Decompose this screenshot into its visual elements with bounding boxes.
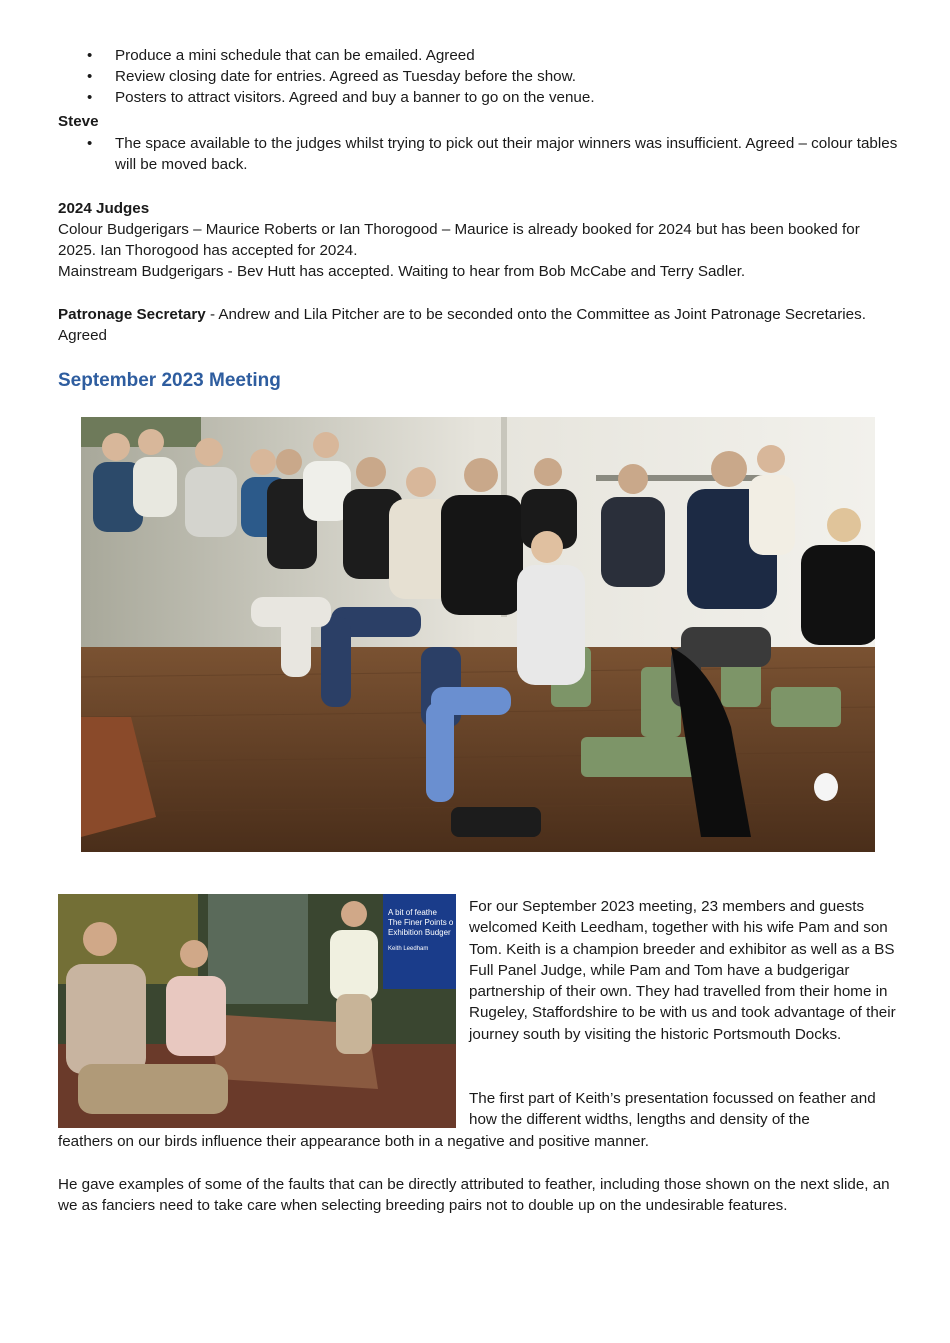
article-paragraph-2-start: The first part of Keith’s presentation focussed on feather and how the different widths, lengths and density of the bbox=[469, 1090, 876, 1129]
meeting-audience-photo bbox=[81, 417, 875, 852]
list-item: • Produce a mini schedule that can be emailed. Agreed bbox=[58, 45, 898, 66]
list-item: • Review closing date for entries. Agreed as Tuesday before the show. bbox=[58, 66, 898, 87]
agreed-items-list bbox=[58, 45, 898, 108]
steve-section bbox=[58, 111, 898, 175]
article-paragraph-3: He gave examples of some of the faults that can be directly attributed to feather, including those shown on the next slide, an we as fanciers need to take care when selecting breeding pairs not to double up on the undesirable features. bbox=[58, 1176, 890, 1214]
patronage-section bbox=[58, 304, 898, 346]
patronage-text: - Andrew and Lila Pitcher are to be seconded onto the Committee as Joint Patronage Secretaries. Agreed bbox=[58, 306, 866, 344]
colour-judges-text: Colour Budgerigars – Maurice Roberts or Ian Thorogood – Maurice is already booked for 2024 but has been booked for 2025. Ian Thorogood has accepted for 2024. bbox=[58, 221, 860, 259]
patronage-label: Patronage Secretary bbox=[58, 306, 206, 323]
slide-text: A bit of feathe The Finer Points o Exhibition Budger Keith Leedham bbox=[388, 908, 454, 952]
article-paragraph-2-end: feathers on our birds influence their appearance both in a negative and positive manner. bbox=[58, 1133, 650, 1150]
list-item: • Posters to attract visitors. Agreed and buy a banner to go on the venue. bbox=[58, 87, 898, 108]
mainstream-judges-text: Mainstream Budgerigars - Bev Hutt has accepted. Waiting to hear from Bob McCabe and Terry Sadler. bbox=[58, 263, 746, 280]
article-paragraph-1: For our September 2023 meeting, 23 members and guests welcomed Keith Leedham, together with his wife Pam and son Tom. Keith is a champion breeder and exhibitor as well as a BS Full Panel Judge, while Pam and Tom have a budgerigar partnership of their own. They had travelled from their home in Rugeley, Staffordshire to be with us and took advantage of their journey south by visiting the historic Portsmouth Docks. bbox=[469, 898, 896, 1043]
section-heading: September 2023 Meeting bbox=[58, 370, 281, 391]
steve-heading: Steve bbox=[58, 113, 99, 130]
presentation-photo bbox=[58, 894, 456, 1128]
list-item: • The space available to the judges whilst trying to pick out their major winners was insufficient. Agreed – colour tables will be moved back. bbox=[58, 133, 898, 175]
judges-heading: 2024 Judges bbox=[58, 200, 150, 217]
judges-section bbox=[58, 198, 898, 282]
